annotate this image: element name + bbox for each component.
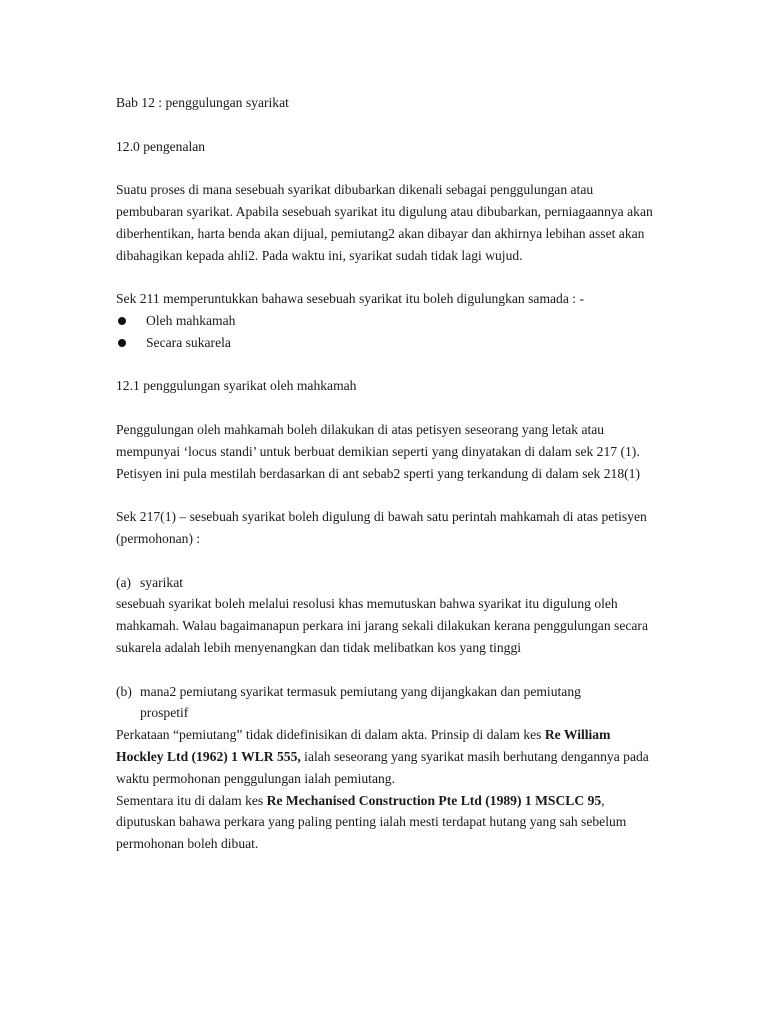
spacer [116,659,656,681]
bullet-text: Secara sukarela [146,334,231,350]
bullet-icon [118,317,126,325]
bullet-text: Oleh mahkamah [146,312,236,328]
bullet-icon [118,339,126,347]
document-page [116,92,656,855]
spacer [116,157,656,179]
item-b-heading [116,681,656,703]
spacer [116,114,656,136]
spacer [116,550,656,572]
case-citation-mechanised: Re Mechanised Construction Pte Ltd (1989) 1 MSCLC 95 [266,792,602,808]
item-b-paragraph-2 [116,790,656,855]
text-run: Perkataan “pemiutang” tidak didefinisikan di dalam akta. Prinsip di dalam kes [116,727,545,743]
item-b-mark: (b) [116,683,132,699]
item-a-mark: (a) [116,574,132,590]
bullet-item [116,332,656,354]
item-b-label: mana2 pemiutang syarikat termasuk pemiutang yang dijangkakan dan pemiutang [140,683,581,699]
spacer [116,484,656,506]
item-a-label: syarikat [140,574,184,590]
section-heading-12-0: 12.0 pengenalan [116,138,206,154]
court-winding-paragraph: Penggulungan oleh mahkamah boleh dilakukan di atas petisyen seseorang yang letak atau mempunyai ‘locus standi’ untuk berbuat demikian seperti yang dinyatakan di dalam sek 217 (1). Petisyen ini pula mestilah berdasarkan di ant sebab2 sperti yang terkandung di dalam sek 218(1) [116,421,640,481]
item-b-label-continuation: prospetif [140,705,189,721]
spacer [116,397,656,419]
sek-211-paragraph: Sek 211 memperuntukkan bahawa sesebuah syarikat itu boleh digulungkan samada : - [116,291,584,307]
item-a-paragraph: sesebuah syarikat boleh melalui resolusi khas memutuskan bahwa syarikat itu digulung oleh mahkamah. Walau bagaimanapun perkara ini jarang sekali dilakukan kerana penggulungan secara sukarela adalah lebih menyenangkan dan tidak melibatkan kos yang tinggi [116,596,648,655]
text-run: ialah seseorang yang syarikat masih berhutang dengannya pada waktu permohonan penggulungan ialah pemiutang. [116,748,649,786]
spacer [116,266,656,288]
sek-217-paragraph: Sek 217(1) – sesebuah syarikat boleh digulung di bawah satu perintah mahkamah di atas petisyen (permohonan) : [116,509,647,546]
case-citation-hockley: Re William Hockley Ltd (1962) 1 WLR 555, [116,727,611,764]
text-run: Sementara itu di dalam kes [116,792,267,808]
intro-paragraph: Suatu proses di mana sesebuah syarikat dibubarkan dikenali sebagai penggulungan atau pembubaran syarikat. Apabila sesebuah syarikat itu digulung atau dibubarkan, perniagaannya akan diberhentikan, harta benda akan dijual, pemiutang2 akan dibayar dan akhirnya lebihan asset akan dibahagikan kepada ahli2. Pada waktu ini, syarikat sudah tidak lagi wujud. [116,182,653,263]
item-b-paragraph-1 [116,724,656,789]
chapter-title: Bab 12 : penggulungan syarikat [116,95,289,110]
text-run: , diputuskan bahawa perkara yang paling penting ialah mesti terdapat hutang yang sah sebelum permohonan boleh dibuat. [116,792,627,852]
section-heading-12-1: 12.1 penggulungan syarikat oleh mahkamah [116,378,357,394]
item-a-heading [116,572,656,594]
bullet-item [116,310,656,332]
spacer [116,354,656,376]
